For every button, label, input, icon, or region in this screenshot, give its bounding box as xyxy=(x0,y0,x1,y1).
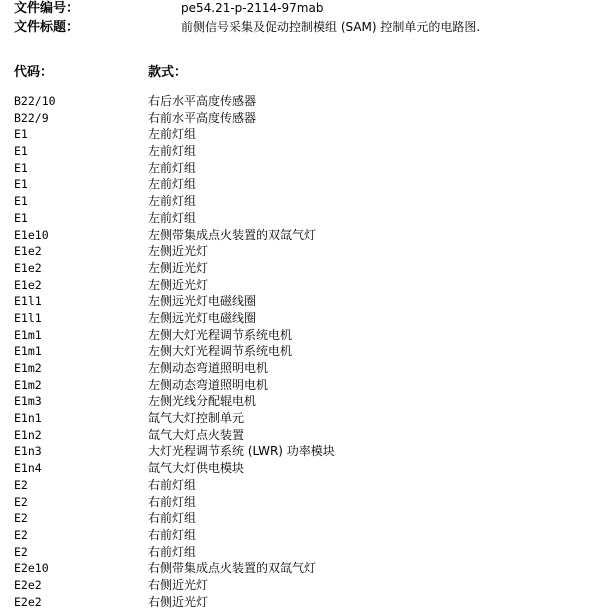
component-description: 左侧远光灯电磁线圈 xyxy=(148,294,257,309)
list-item xyxy=(14,494,604,511)
component-description: 左侧动态弯道照明电机 xyxy=(148,377,269,392)
component-description: 氙气大灯控制单元 xyxy=(148,411,245,426)
component-description: 左侧近光灯 xyxy=(148,260,209,275)
component-code: E1 xyxy=(14,127,28,142)
list-item xyxy=(14,377,604,394)
component-description: 右前灯组 xyxy=(148,544,197,559)
component-description: 左前灯组 xyxy=(148,177,197,192)
list-item xyxy=(14,293,604,310)
component-code: E1l1 xyxy=(14,294,42,309)
component-code: E1e2 xyxy=(14,277,42,292)
component-code: E2 xyxy=(14,527,28,542)
component-description: 左侧远光灯电磁线圈 xyxy=(148,310,257,325)
file-number-label: 文件编号： xyxy=(14,1,80,16)
component-code: E1m1 xyxy=(14,344,42,359)
component-code: E2 xyxy=(14,477,28,492)
description-column-header: 款式： xyxy=(148,65,188,80)
component-description: 左侧带集成点火装置的双氙气灯 xyxy=(148,227,317,242)
list-item xyxy=(14,460,604,477)
component-description: 右前水平高度传感器 xyxy=(148,110,257,125)
component-code: E1m2 xyxy=(14,377,42,392)
component-code: E2e2 xyxy=(14,594,42,609)
list-item xyxy=(14,427,604,444)
list-item xyxy=(14,310,604,327)
list-item xyxy=(14,393,604,410)
component-description: 大灯光程调节系统 (LWR) 功率模块 xyxy=(148,444,335,459)
file-title-label: 文件标题： xyxy=(14,20,80,35)
component-description: 左侧大灯光程调节系统电机 xyxy=(148,344,293,359)
component-code: E2e2 xyxy=(14,577,42,592)
list-item xyxy=(14,560,604,577)
component-code: E1e10 xyxy=(14,227,49,242)
component-code: B22/10 xyxy=(14,94,56,108)
component-list xyxy=(14,93,604,610)
component-description: 右前灯组 xyxy=(148,494,197,509)
component-description: 右前灯组 xyxy=(148,477,197,492)
component-code: E1 xyxy=(14,177,28,192)
component-description: 左侧光线分配辊电机 xyxy=(148,394,257,409)
component-code: E1n2 xyxy=(14,427,42,442)
list-item xyxy=(14,544,604,561)
component-code: E1m1 xyxy=(14,327,42,342)
list-item xyxy=(14,160,604,177)
file-title-value: 前侧信号采集及促动控制模组 (SAM) 控制单元的电路图. xyxy=(181,20,481,34)
list-item xyxy=(14,527,604,544)
component-description: 右后水平高度传感器 xyxy=(148,94,257,108)
list-item xyxy=(14,227,604,244)
list-item xyxy=(14,210,604,227)
component-code: E1 xyxy=(14,144,28,159)
component-description: 左侧动态弯道照明电机 xyxy=(148,361,269,375)
list-item xyxy=(14,477,604,494)
component-description: 左前灯组 xyxy=(148,127,197,142)
component-description: 右前灯组 xyxy=(148,527,197,542)
code-column-header: 代码： xyxy=(14,65,54,80)
component-code: E1 xyxy=(14,194,28,209)
component-description: 左前灯组 xyxy=(148,144,197,159)
list-item xyxy=(14,110,604,127)
component-code: E1n1 xyxy=(14,411,42,426)
list-item xyxy=(14,126,604,143)
component-description: 左侧大灯光程调节系统电机 xyxy=(148,327,293,342)
component-description: 右前灯组 xyxy=(148,511,197,526)
component-code: E1l1 xyxy=(14,310,42,325)
component-code: B22/9 xyxy=(14,110,49,125)
component-description: 右侧近光灯 xyxy=(148,577,209,592)
component-code: E2e10 xyxy=(14,561,49,576)
list-item xyxy=(14,510,604,527)
component-code: E1n3 xyxy=(14,444,42,459)
list-item xyxy=(14,327,604,344)
list-item xyxy=(14,243,604,260)
list-item xyxy=(14,343,604,360)
list-item xyxy=(14,277,604,294)
component-code: E1e2 xyxy=(14,260,42,275)
component-description: 左侧近光灯 xyxy=(148,277,209,292)
list-item xyxy=(14,260,604,277)
list-item xyxy=(14,577,604,594)
list-item xyxy=(14,360,604,377)
component-code: E1n4 xyxy=(14,461,42,476)
component-code: E2 xyxy=(14,494,28,509)
component-code: E2 xyxy=(14,544,28,559)
list-item xyxy=(14,193,604,210)
component-description: 氙气大灯供电模块 xyxy=(148,461,245,476)
component-description: 左前灯组 xyxy=(148,210,197,225)
component-description: 右侧带集成点火装置的双氙气灯 xyxy=(148,561,317,576)
component-description: 左侧近光灯 xyxy=(148,244,209,259)
component-code: E1m2 xyxy=(14,361,42,375)
component-code: E1e2 xyxy=(14,244,42,259)
file-number-value: pe54.21-p-2114-97mab xyxy=(181,1,324,15)
component-code: E1 xyxy=(14,160,28,175)
list-item xyxy=(14,594,604,610)
list-item xyxy=(14,143,604,160)
component-code: E2 xyxy=(14,511,28,526)
component-description: 氙气大灯点火装置 xyxy=(148,427,245,442)
list-item xyxy=(14,93,604,110)
component-code: E1m3 xyxy=(14,394,42,409)
component-code: E1 xyxy=(14,210,28,225)
list-item xyxy=(14,176,604,193)
list-item xyxy=(14,443,604,460)
component-description: 右侧近光灯 xyxy=(148,594,209,609)
component-description: 左前灯组 xyxy=(148,160,197,175)
list-item xyxy=(14,410,604,427)
component-description: 左前灯组 xyxy=(148,194,197,209)
